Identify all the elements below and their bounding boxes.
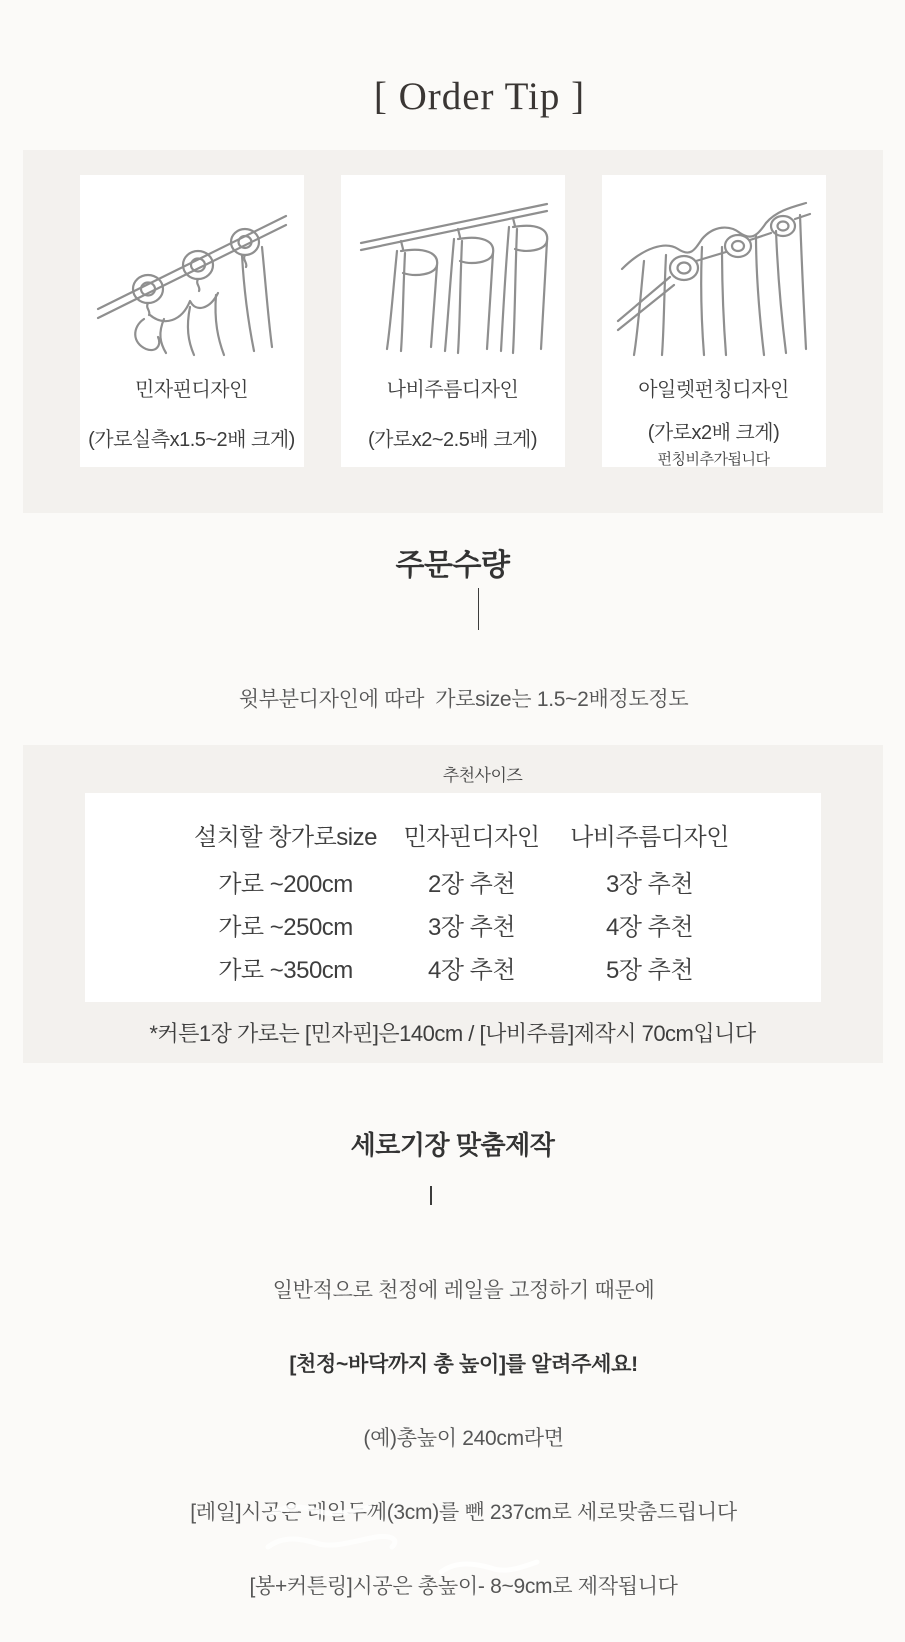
design-card-label: 아일렛펀칭디자인 bbox=[638, 373, 789, 402]
order-tip-page bbox=[23, 0, 883, 1585]
size-table-caption: 추천사이즈 bbox=[53, 745, 905, 786]
table-row bbox=[85, 860, 821, 903]
design-card-pin bbox=[80, 175, 304, 467]
design-cards-row bbox=[23, 150, 883, 467]
order-quantity-heading: 주문수량 bbox=[23, 540, 883, 584]
page-title: [ Order Tip ] bbox=[50, 74, 905, 119]
size-table-note: *커튼1장 가로는 [민자핀]은140cm / [나비주름]제작시 70cm입니다 bbox=[23, 1017, 883, 1048]
height-line3: (예)총높이 240cm라면 bbox=[363, 1427, 563, 1450]
height-section-heading: 세로기장 맞춤제작 bbox=[23, 1125, 883, 1162]
section-divider-line bbox=[478, 588, 479, 630]
height-line4: [레일]시공은 레일두께(3cm)를 뺀 237cm로 세로맞춤드립니다 bbox=[190, 1501, 737, 1524]
design-card-label: 나비주름디자인 bbox=[387, 373, 519, 402]
table-header-pleat-design: 나비주름디자인 bbox=[557, 817, 743, 852]
design-card-label: 민자핀디자인 bbox=[135, 373, 248, 402]
table-cell: 3장 추천 bbox=[557, 864, 743, 899]
table-header-row bbox=[85, 808, 821, 860]
height-line2: [천정~바닥까지 총 높이]를 알려주세요! bbox=[289, 1353, 637, 1376]
design-cards-band bbox=[23, 150, 883, 513]
table-cell: 5장 추천 bbox=[557, 950, 743, 985]
design-card-size-note: (가로x2배 크게) bbox=[648, 416, 780, 445]
pin-curtain-illustration bbox=[92, 189, 292, 359]
table-cell: 가로 ~250cm bbox=[185, 907, 387, 942]
pinch-pleat-curtain-illustration bbox=[353, 189, 553, 359]
table-header-pin-design: 민자핀디자인 bbox=[387, 817, 557, 852]
design-card-size-note: (가로실측x1.5~2배 크게) bbox=[88, 423, 295, 452]
table-cell: 3장 추천 bbox=[387, 907, 557, 942]
table-cell: 2장 추천 bbox=[387, 864, 557, 899]
table-header-window-size: 설치할 창가로size bbox=[185, 817, 387, 852]
recommended-size-table bbox=[85, 793, 821, 1002]
design-card-extra-note: 펀칭비추가됩니다 bbox=[658, 448, 770, 469]
watermark-script-2 bbox=[433, 1550, 543, 1585]
height-line5: [봉+커튼링]시공은 총높이- 8~9cm로 제작됩니다 bbox=[249, 1575, 677, 1598]
section-divider-line bbox=[430, 1186, 432, 1205]
table-cell: 4장 추천 bbox=[387, 950, 557, 985]
table-cell: 가로 ~200cm bbox=[185, 864, 387, 899]
design-card-eyelet bbox=[602, 175, 826, 467]
design-card-size-note: (가로x2~2.5배 크게) bbox=[368, 423, 537, 452]
eyelet-curtain-illustration bbox=[614, 189, 814, 359]
table-cell: 가로 ~350cm bbox=[185, 950, 387, 985]
order-quantity-line1: 윗부분디자인에 따라 가로size는 1.5~2배정도정도 bbox=[239, 688, 689, 711]
table-row bbox=[85, 903, 821, 946]
height-line1: 일반적으로 천정에 레일을 고정하기 때문에 bbox=[273, 1279, 655, 1302]
table-row bbox=[85, 946, 821, 989]
design-card-pleat bbox=[341, 175, 565, 467]
table-cell: 4장 추천 bbox=[557, 907, 743, 942]
size-table-band bbox=[23, 745, 883, 1063]
